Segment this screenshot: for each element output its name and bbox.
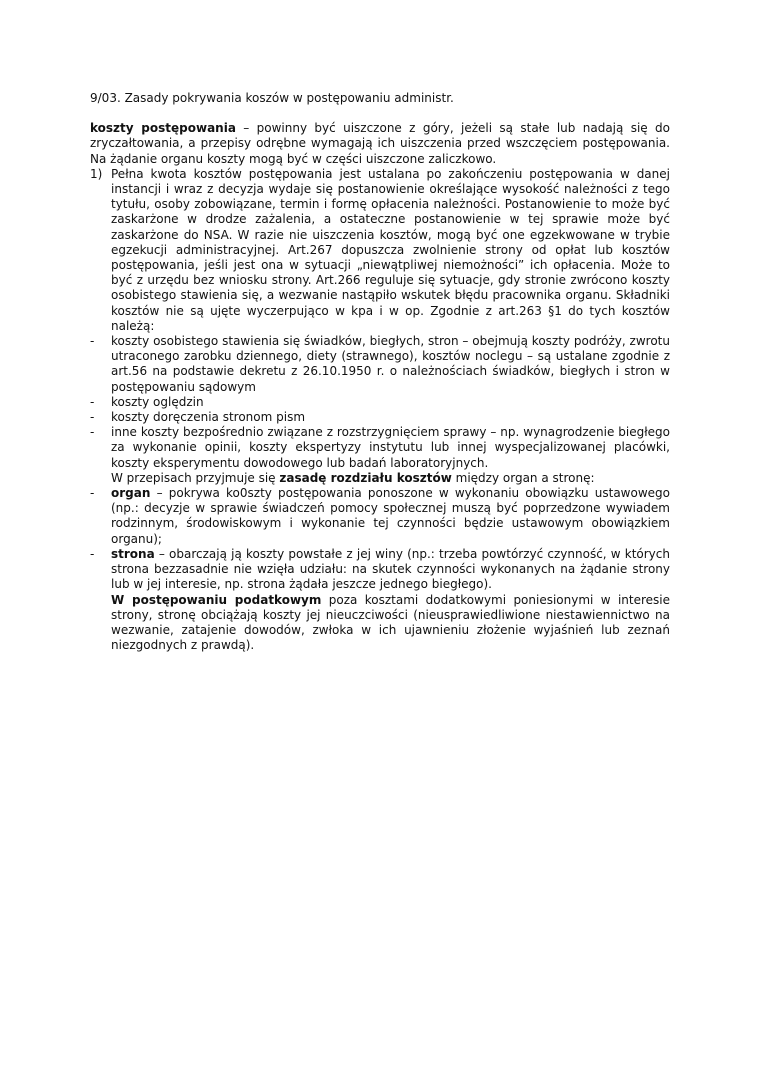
list-item-text: koszty oględzin: [111, 394, 204, 409]
split-term: organ: [111, 486, 151, 501]
cost-list-item: [90, 425, 670, 471]
cost-list-item: [90, 334, 670, 395]
split-list-item: [90, 547, 670, 593]
tax-paragraph: [90, 593, 670, 654]
split-rule-before: W przepisach przyjmuje się: [111, 470, 280, 485]
intro-term: koszty postępowania: [90, 121, 236, 136]
cost-list-item: [90, 410, 670, 425]
cost-list-item: [90, 395, 670, 410]
intro-paragraph: [90, 121, 670, 167]
list-bullet: -: [90, 334, 95, 349]
numbered-item-1: [90, 167, 670, 334]
list-item-text: [111, 547, 670, 593]
list-item-text: inne koszty bezpośrednio związane z rozstrzygnięciem sprawy – np. wynagrodzenie biegłego za wykonanie opinii, koszty ekspertyzy instytutu lub innej wyspecjalizowanej placówki, koszty eksperymentu dowodowego lub badań laboratoryjnych.: [111, 425, 670, 470]
split-term: strona: [111, 546, 155, 561]
list-item-text: [111, 486, 670, 547]
list-bullet: -: [90, 394, 95, 409]
list-item-text: koszty osobistego stawienia się świadków, biegłych, stron – obejmują koszty podróży, zwrotu utraconego zarobku dziennego, diety (strawnego), kosztów noclegu – są ustalane zgodnie z art.56 na podstawie dekretu z 26.10.1950 r. o należnościach świadków, biegłych i stron w postępowaniu sądowym: [111, 334, 670, 394]
intro-text: – powinny być uiszczone z góry, jeżeli są stałe lub nadają się do zryczałtowania, a przepisy odrębne wymagają ich uiszczenia przed wszczęciem postępowania. Na żądanie organu koszty mogą być w części uiszczone zaliczkowo.: [90, 121, 670, 166]
list-bullet: -: [90, 410, 95, 425]
split-rule-term: zasadę rozdziału kosztów: [279, 470, 452, 485]
list-bullet: -: [90, 425, 95, 440]
split-list-item: [90, 486, 670, 547]
list-bullet: -: [90, 486, 95, 501]
split-text: – obarczają ją koszty powstałe z jej winy (np.: trzeba powtórzyć czynność, w których strona bezzasadnie nie wzięła udziału: na skutek czynności wykonanych na żądanie strony lub w jej interesie, np. strona żądała jeszcze jednego biegłego).: [111, 546, 670, 592]
document-title: 9/03. Zasady pokrywania koszów w postępowaniu administr.: [90, 91, 454, 105]
split-rule-paragraph: [90, 471, 670, 486]
document-page: [90, 91, 670, 653]
tax-term: W postępowaniu podatkowym: [111, 592, 322, 607]
list-bullet: -: [90, 546, 95, 561]
split-text: – pokrywa ko0szty postępowania ponoszone w wykonaniu obowiązku ustawowego (np.: decyzje w sprawie świadczeń pomocy społecznej muszą być poprzedzone wywiadem rodzinnym, środowiskowym i wykonanie tej czynności będzie ustawowym obowiązkiem organu);: [111, 486, 670, 546]
item-number: 1): [90, 166, 103, 181]
split-rule-after: między organ a stronę:: [451, 470, 595, 485]
tax-text: poza kosztami dodatkowymi poniesionymi w interesie strony, stronę obciążają koszty jej nieuczciwości (nieusprawiedliwione niestawiennictwo na wezwanie, zatajenie dowodów, zwłoka w ich ujawnieniu złożenie wyjaśnień lub zeznań niezgodnych z prawdą).: [111, 592, 671, 653]
item-text: Pełna kwota kosztów postępowania jest ustalana po zakończeniu postępowania w danej instancji i wraz z decyzja wydaje się postanowienie określające wysokość należności z tego tytułu, osoby zobowiązane, termin i formę opłacenia należności. Postanowienie to może być zaskarżone w drodze zażalenia, a ostateczne postanowienie w tej sprawie może być zaskarżone do NSA. W razie nie uiszczenia kosztów, mogą być one egzekwowane w trybie egzekucji administracyjnej. Art.267 dopuszcza zwolnienie strony od opłat lub kosztów postępowania, jeśli jest ona w sytuacji „niewątpliwej niemożności” ich opłacenia. Może to być z urzędu bez wniosku strony. Art.266 reguluje się sytuacje, gdy stronie zwrócono koszty osobistego stawienia się, a wezwanie nastąpiło wskutek błędu pracownika organu. Składniki kosztów nie są ujęte wyczerpująco w kpa i w op. Zgodnie z art.263 §1 do tych kosztów należą:: [111, 166, 670, 333]
list-item-text: koszty doręczenia stronom pism: [111, 410, 306, 425]
